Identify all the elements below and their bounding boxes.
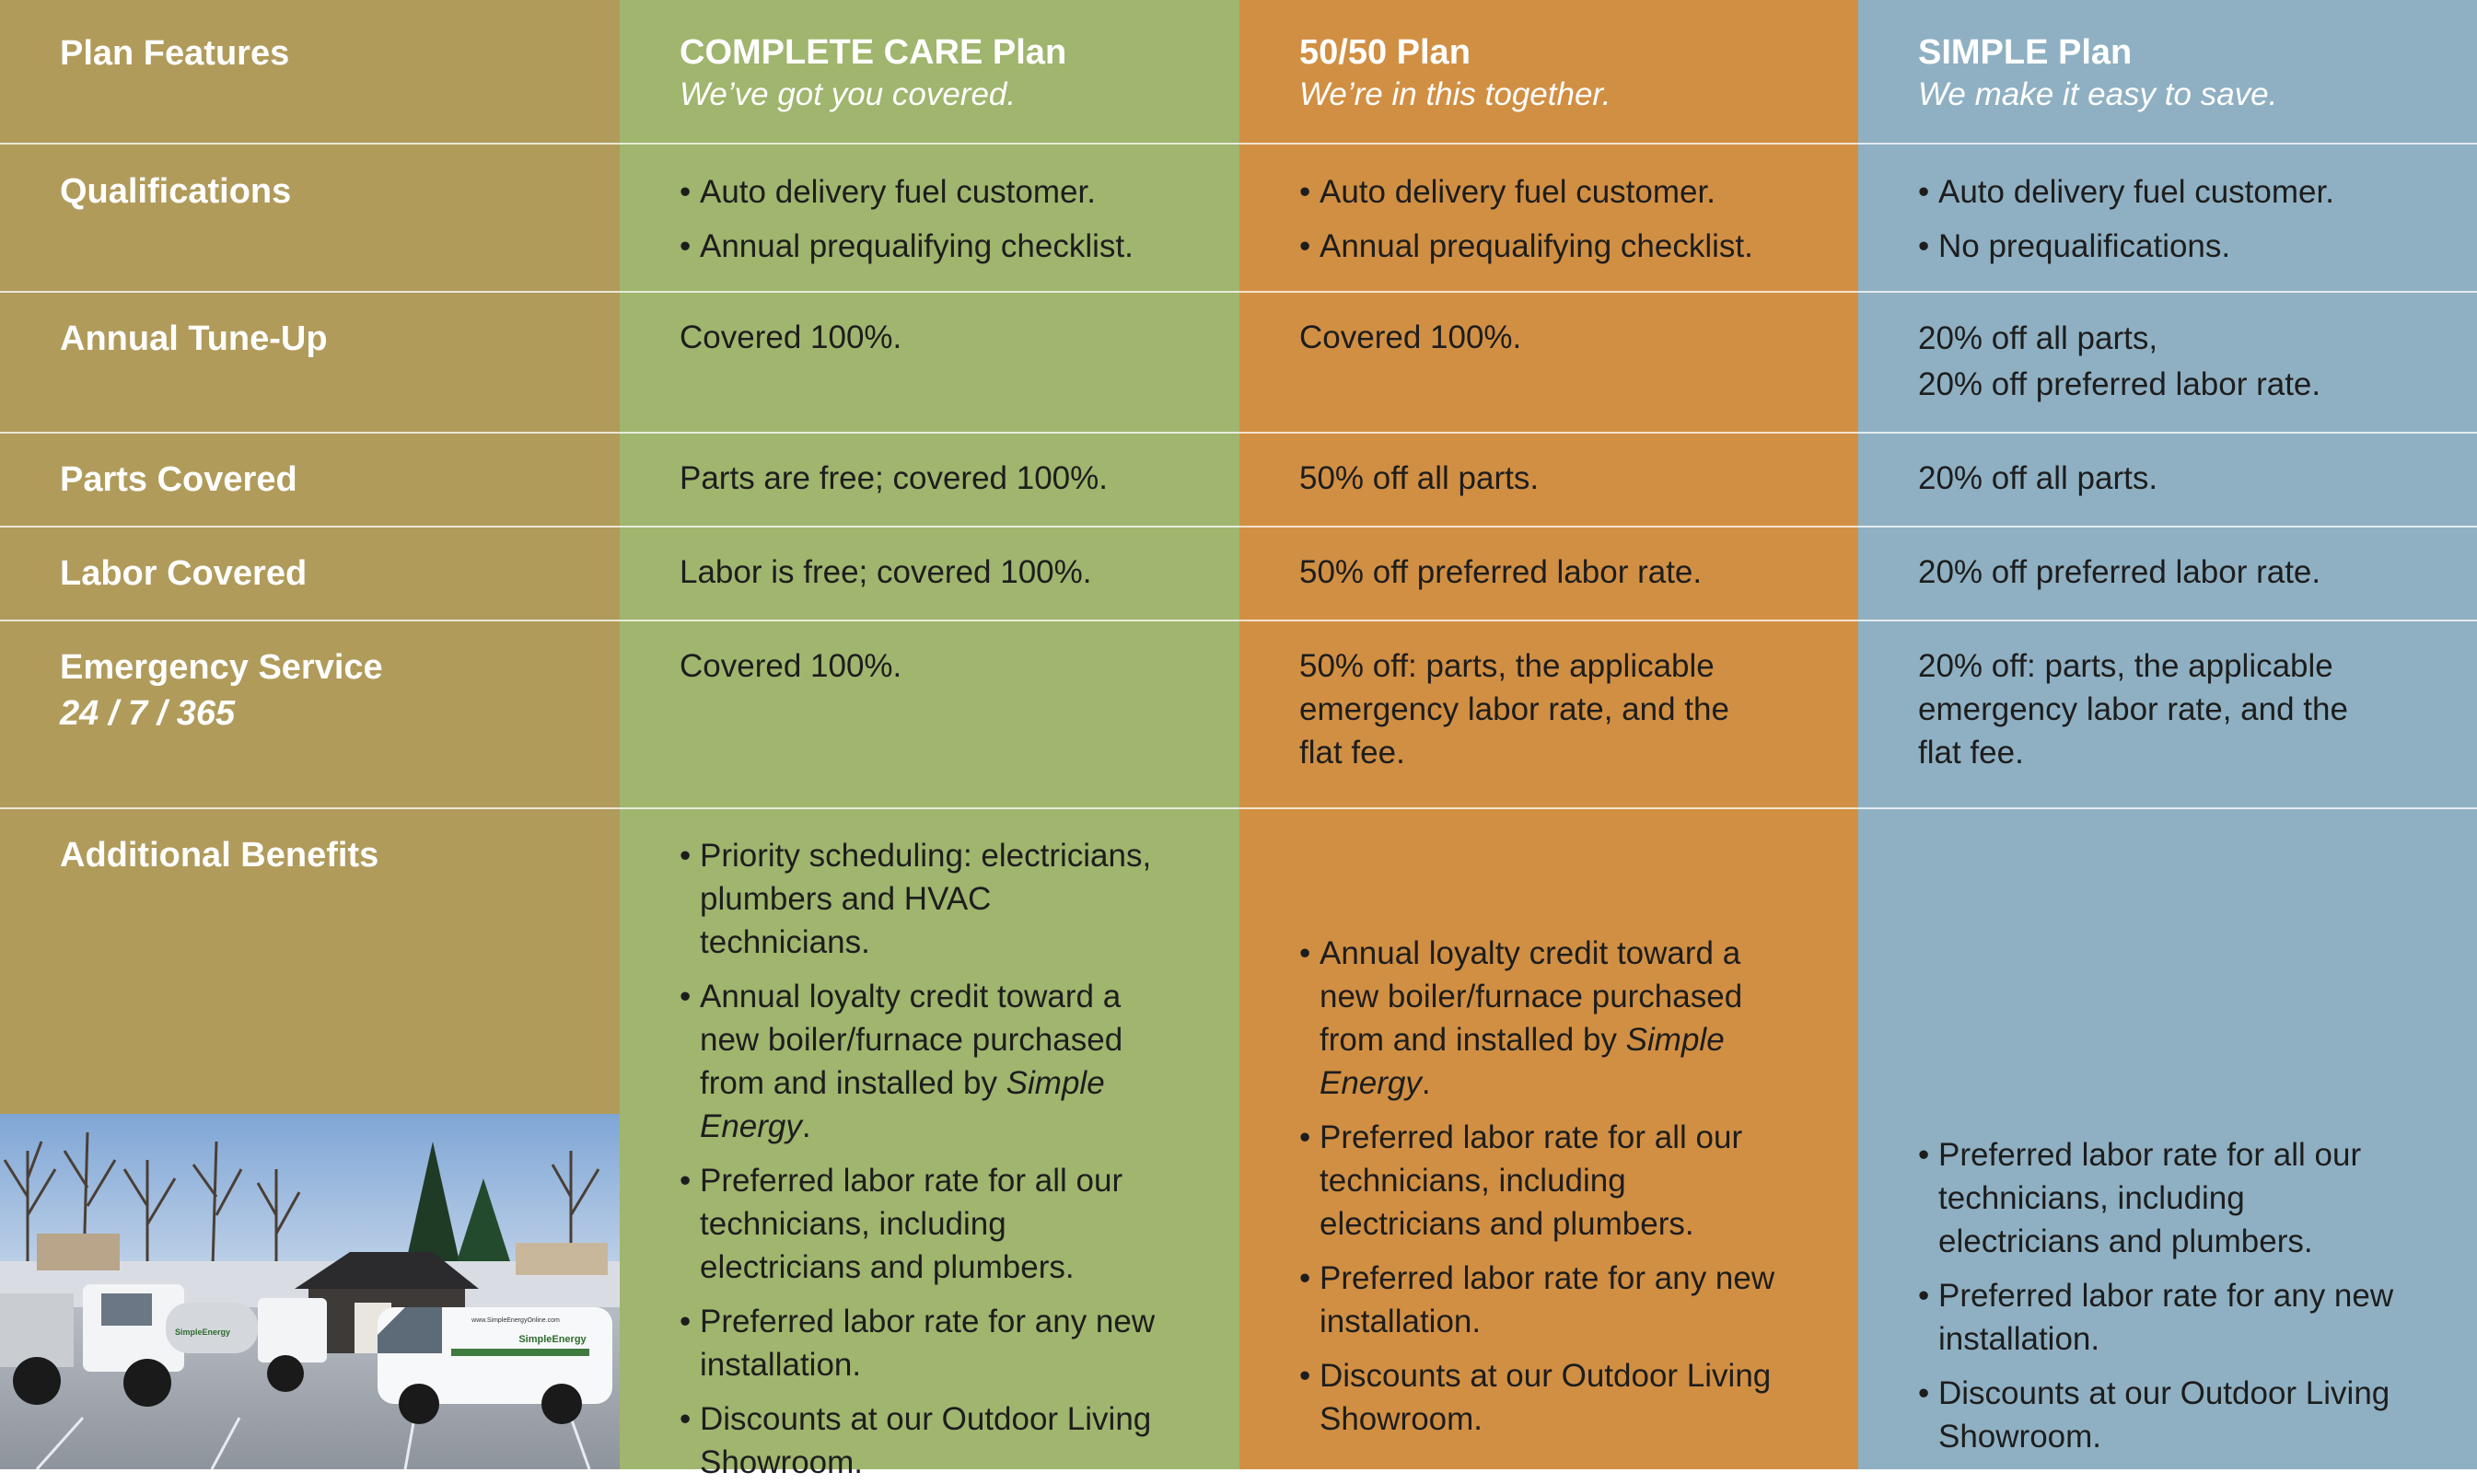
- loyalty-end: .: [1421, 1065, 1431, 1101]
- emergency-complete-cell: [620, 620, 1239, 807]
- benefits-simple-list: [1918, 1133, 2403, 1458]
- header-fifty-fifty-cell: [1239, 0, 1858, 143]
- list-item: • Preferred labor rate for all our technicians, including electricians and plumbers.: [1918, 1133, 2403, 1263]
- list-item: • Preferred labor rate for any new installation.: [1299, 1257, 1785, 1343]
- labor-simple-cell: [1858, 526, 2477, 620]
- labor-simple-value: 20% off preferred labor rate.: [1918, 554, 2321, 590]
- fifty-fifty-plan-tagline: We’re in this together.: [1299, 76, 1611, 112]
- loyalty-text: Annual loyalty credit toward a new boiler/furnace purchased from and installed by: [1320, 935, 1743, 1058]
- tuneup-simple-line-1: 20% off all parts,: [1918, 320, 2158, 356]
- list-item: • Discounts at our Outdoor Living Showroom.: [1918, 1372, 2403, 1458]
- qualifications-fifty-list: [1299, 170, 1831, 268]
- tuneup-fifty-cell: [1239, 291, 1858, 432]
- truck-logo: SimpleEnergy: [174, 1327, 231, 1337]
- benefits-complete-list: [680, 834, 1166, 1484]
- complete-care-plan-tagline: We’ve got you covered.: [680, 76, 1017, 112]
- truck-window: [101, 1293, 152, 1326]
- header-complete-care-cell: [620, 0, 1239, 143]
- list-item: • Preferred labor rate for all our technicians, including electricians and plumbers.: [1299, 1116, 1785, 1246]
- parts-label: Parts Covered: [60, 460, 297, 499]
- parts-fifty-value: 50% off all parts.: [1299, 460, 1540, 496]
- list-item: • Annual prequalifying checklist.: [680, 225, 1212, 268]
- labor-label-cell: [0, 526, 620, 620]
- qualifications-complete-cell: [620, 143, 1239, 291]
- list-item: • Discounts at our Outdoor Living Showroom.: [680, 1397, 1166, 1484]
- benefits-fifty-cell: [1239, 807, 1858, 1469]
- truck-wheel: [123, 1359, 171, 1407]
- qualifications-label-cell: [0, 143, 620, 291]
- header-features-cell: [0, 0, 620, 143]
- tuneup-complete-value: Covered 100%.: [680, 319, 902, 355]
- benefits-label: Additional Benefits: [60, 836, 379, 875]
- emergency-label: Emergency Service: [60, 648, 383, 687]
- tuneup-label: Annual Tune-Up: [60, 319, 328, 358]
- distant-house: [37, 1234, 120, 1270]
- list-item: • Auto delivery fuel customer.: [680, 170, 1212, 214]
- tuneup-label-cell: [0, 291, 620, 432]
- emergency-sublabel: 24 / 7 / 365: [60, 694, 236, 733]
- list-item: [680, 975, 1166, 1148]
- distant-house: [516, 1243, 608, 1275]
- labor-label: Labor Covered: [60, 554, 308, 593]
- emergency-simple-value: 20% off: parts, the applicable emergency labor rate, and the flat fee.: [1918, 648, 2348, 771]
- list-item: • Auto delivery fuel customer.: [1918, 170, 2449, 214]
- simple-plan-tagline: We make it easy to save.: [1918, 76, 2278, 112]
- brand-name: Simple Energy: [1320, 1022, 1725, 1101]
- tuneup-simple-cell: [1858, 291, 2477, 432]
- tuneup-fifty-value: Covered 100%.: [1299, 319, 1522, 355]
- labor-complete-value: Labor is free; covered 100%.: [680, 554, 1092, 590]
- loyalty-end: .: [801, 1108, 811, 1144]
- parts-fifty-cell: [1239, 432, 1858, 526]
- list-item: • Auto delivery fuel customer.: [1299, 170, 1831, 214]
- labor-fifty-value: 50% off preferred labor rate.: [1299, 554, 1703, 590]
- parts-label-cell: [0, 432, 620, 526]
- parts-simple-value: 20% off all parts.: [1918, 460, 2158, 496]
- van-logo: SimpleEnergy: [518, 1334, 587, 1345]
- benefits-simple-cell: [1858, 807, 2477, 1469]
- parts-complete-cell: [620, 432, 1239, 526]
- labor-fifty-cell: [1239, 526, 1858, 620]
- plan-features-heading: Plan Features: [60, 34, 290, 73]
- van-stripe: [451, 1349, 589, 1356]
- emergency-fifty-cell: [1239, 620, 1858, 807]
- emergency-complete-value: Covered 100%.: [680, 648, 902, 684]
- fuel-truck-tank: [0, 1293, 74, 1367]
- benefits-complete-cell: [620, 807, 1239, 1480]
- tuneup-simple-line-2: 20% off preferred labor rate.: [1918, 366, 2321, 402]
- van-wheel: [399, 1384, 439, 1424]
- parts-simple-cell: [1858, 432, 2477, 526]
- benefits-fifty-list: [1299, 932, 1785, 1441]
- second-truck-cab: [258, 1298, 327, 1362]
- parts-complete-value: Parts are free; covered 100%.: [680, 460, 1108, 496]
- truck-wheel: [13, 1357, 61, 1405]
- list-item: • Preferred labor rate for any new installation.: [680, 1300, 1166, 1386]
- qualifications-fifty-cell: [1239, 143, 1858, 291]
- qualifications-complete-list: [680, 170, 1212, 268]
- emergency-simple-cell: [1858, 620, 2477, 807]
- list-item: • Preferred labor rate for any new installation.: [1918, 1274, 2403, 1361]
- tuneup-complete-cell: [620, 291, 1239, 432]
- list-item: • Discounts at our Outdoor Living Showroom.: [1299, 1354, 1785, 1441]
- emergency-label-cell: [0, 620, 620, 807]
- qualifications-label: Qualifications: [60, 172, 292, 211]
- list-item: • Priority scheduling: electricians, plumbers and HVAC technicians.: [680, 834, 1166, 964]
- emergency-fifty-value: 50% off: parts, the applicable emergency labor rate, and the flat fee.: [1299, 648, 1729, 771]
- van-url: www.SimpleEnergyOnline.com: [471, 1317, 560, 1324]
- list-item: • No prequalifications.: [1918, 225, 2449, 268]
- brand-name: Simple Energy: [700, 1065, 1105, 1144]
- van-wheel: [541, 1384, 582, 1424]
- complete-care-plan-name: COMPLETE CARE Plan: [680, 33, 1067, 72]
- qualifications-simple-list: [1918, 170, 2449, 268]
- fifty-fifty-plan-name: 50/50 Plan: [1299, 33, 1471, 72]
- qualifications-simple-cell: [1858, 143, 2477, 291]
- loyalty-text: Annual loyalty credit toward a new boiler/furnace purchased from and installed by: [700, 979, 1123, 1101]
- labor-complete-cell: [620, 526, 1239, 620]
- list-item: [1299, 932, 1785, 1105]
- fleet-photo: [0, 1114, 620, 1469]
- truck-wheel: [267, 1355, 304, 1392]
- header-simple-cell: [1858, 0, 2477, 143]
- simple-plan-name: SIMPLE Plan: [1918, 33, 2133, 72]
- list-item: • Annual prequalifying checklist.: [1299, 225, 1831, 268]
- list-item: • Preferred labor rate for all our technicians, including electricians and plumbers.: [680, 1159, 1166, 1289]
